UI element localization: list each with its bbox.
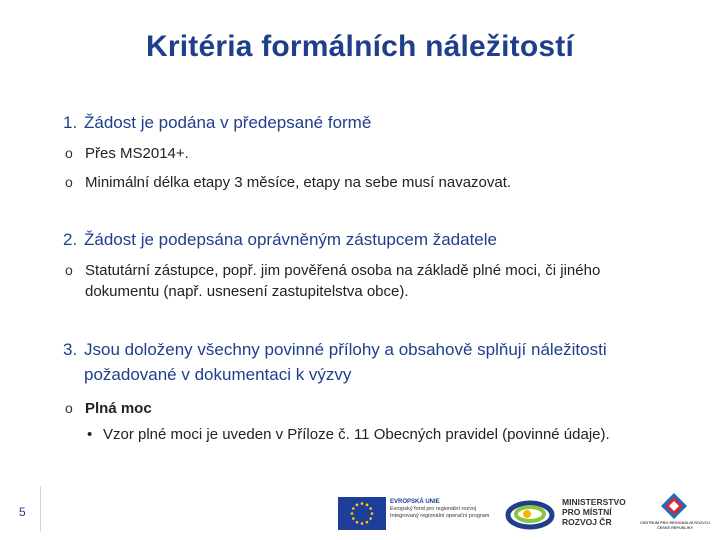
section-number: 1. (63, 113, 78, 132)
eu-star-icon (369, 517, 372, 520)
eu-flag-icon (338, 497, 386, 530)
list-item-text: Přes MS2014+. (85, 145, 189, 162)
bullet-marker: o (65, 174, 73, 190)
section-number: 2. (63, 230, 78, 249)
eu-fund-line: Evropský fond pro regionální rozvoj (390, 506, 477, 512)
list-item (63, 398, 669, 419)
bullet-marker: o (65, 400, 73, 416)
list-item-text: Plná moc (85, 400, 152, 417)
eu-star-icon (366, 504, 369, 507)
sub-bullet-marker: • (87, 426, 93, 443)
sub-list-item-text: Vzor plné moci je uveden v Příloze č. 11 Obecných pravidel (povinné údaje). (103, 426, 610, 443)
eu-star-icon (369, 507, 372, 510)
irop-logo-icon (505, 497, 555, 531)
eu-star-icon (361, 522, 364, 525)
section-heading (63, 337, 669, 387)
slide-title: Kritéria formálních náležitostí (146, 30, 574, 63)
eu-star-icon (352, 517, 355, 520)
section-heading (63, 227, 655, 252)
eu-star-icon (356, 521, 359, 524)
section-heading-text: Jsou doloženy všechny povinné přílohy a obsahově splňují náležitosti požadované v dokumentaci k výzvy (84, 340, 607, 384)
list-item (63, 143, 511, 164)
crr-logo-text (640, 521, 710, 531)
page-number: 5 (19, 505, 26, 519)
section-number: 3. (63, 340, 78, 359)
eu-star-icon (366, 521, 369, 524)
section-heading-text: Žádost je podepsána oprávněným zástupcem žadatele (84, 230, 497, 249)
section-2 (63, 227, 655, 302)
crr-line: CENTRUM PRO REGIONÁLNÍ ROZVOJ (640, 521, 710, 525)
eu-star-icon (352, 507, 355, 510)
section-1 (63, 110, 511, 193)
footer-divider (40, 486, 41, 532)
ministry-line: PRO MÍSTNÍ (562, 507, 612, 517)
section-heading-text: Žádost je podána v předepsané formě (84, 113, 372, 132)
eu-star-icon (351, 512, 354, 515)
list-item (63, 260, 655, 302)
bullet-marker: o (65, 262, 73, 278)
eu-heading: EVROPSKÁ UNIE (390, 499, 440, 505)
ministry-line: ROZVOJ ČR (562, 517, 612, 527)
list-item (63, 172, 511, 193)
ministry-logo-text (562, 497, 626, 527)
list-item-text: Minimální délka etapy 3 měsíce, etapy na sebe musí navazovat. (85, 174, 512, 191)
eu-logo-text (390, 499, 500, 520)
ministry-line: MINISTERSTVO (562, 497, 626, 507)
list-item-text: Statutární zástupce, popř. jim pověřená osoba na základě plné moci, či jiného dokumentu (např. usnesení zastupitelstva obce). (85, 262, 601, 300)
bullet-marker: o (65, 145, 73, 161)
section-heading (63, 110, 511, 135)
crr-line: ČESKÉ REPUBLIKY (656, 526, 694, 530)
sub-list-item (63, 424, 669, 445)
section-3 (63, 337, 669, 445)
eu-program-line: Integrovaný regionální operační program (390, 513, 490, 519)
eu-star-icon (356, 504, 359, 507)
eu-star-icon (371, 512, 374, 515)
eu-star-icon (361, 502, 364, 505)
